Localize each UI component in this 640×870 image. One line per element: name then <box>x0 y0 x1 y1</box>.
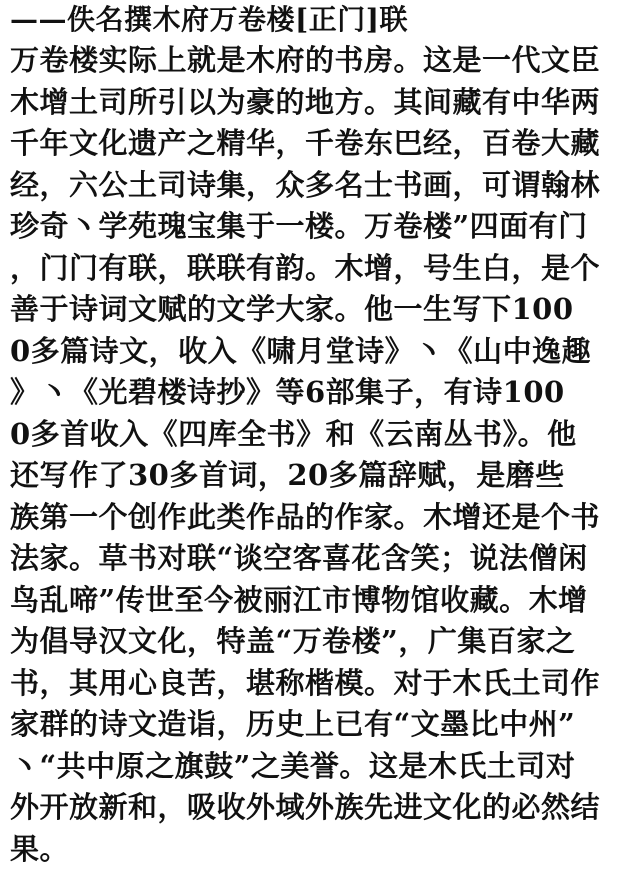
text-line: 为倡导汉文化，特盖“万卷楼”，广集百家之 <box>10 621 634 663</box>
text-line: 家群的诗文造诣，历史上已有“文墨比中州” <box>10 704 634 746</box>
text-line: ，门门有联，联联有韵。木增，号生白，是个 <box>10 248 634 290</box>
text-line: 经，六公土司诗集，众多名士书画，可谓翰林 <box>10 165 634 207</box>
text-line: 0多首收入《四库全书》和《云南丛书》。他 <box>10 414 634 456</box>
text-line: 珍奇丶学苑瑰宝集于一楼。万卷楼”四面有门 <box>10 206 634 248</box>
text-line: 0多篇诗文，收入《啸月堂诗》丶《山中逸趣 <box>10 331 634 373</box>
text-line: 鸟乱啼”传世至今被丽江市博物馆收藏。木增 <box>10 580 634 622</box>
text-line: 千年文化遗产之精华，千卷东巴经，百卷大藏 <box>10 123 634 165</box>
text-line: 》丶《光碧楼诗抄》等6部集子，有诗100 <box>10 372 634 414</box>
text-line: 善于诗词文赋的文学大家。他一生写下100 <box>10 289 634 331</box>
text-line: 还写作了30多首词，20多篇辞赋，是磨些 <box>10 455 634 497</box>
text-line: 外开放新和，吸收外域外族先进文化的必然结 <box>10 787 634 829</box>
text-line: 木增土司所引以为豪的地方。其间藏有中华两 <box>10 82 634 124</box>
text-line: 果。 <box>10 829 634 870</box>
document-title: ——佚名撰木府万卷楼[正门]联 <box>10 0 634 40</box>
text-line: 丶“共中原之旗鼓”之美誉。这是木氏土司对 <box>10 746 634 788</box>
text-line: 族第一个创作此类作品的作家。木增还是个书 <box>10 497 634 539</box>
text-line: 万卷楼实际上就是木府的书房。这是一代文臣 <box>10 40 634 82</box>
text-line: 书，其用心良苦，堪称楷模。对于木氏土司作 <box>10 663 634 705</box>
text-line: 法家。草书对联“谈空客喜花含笑；说法僧闲 <box>10 538 634 580</box>
